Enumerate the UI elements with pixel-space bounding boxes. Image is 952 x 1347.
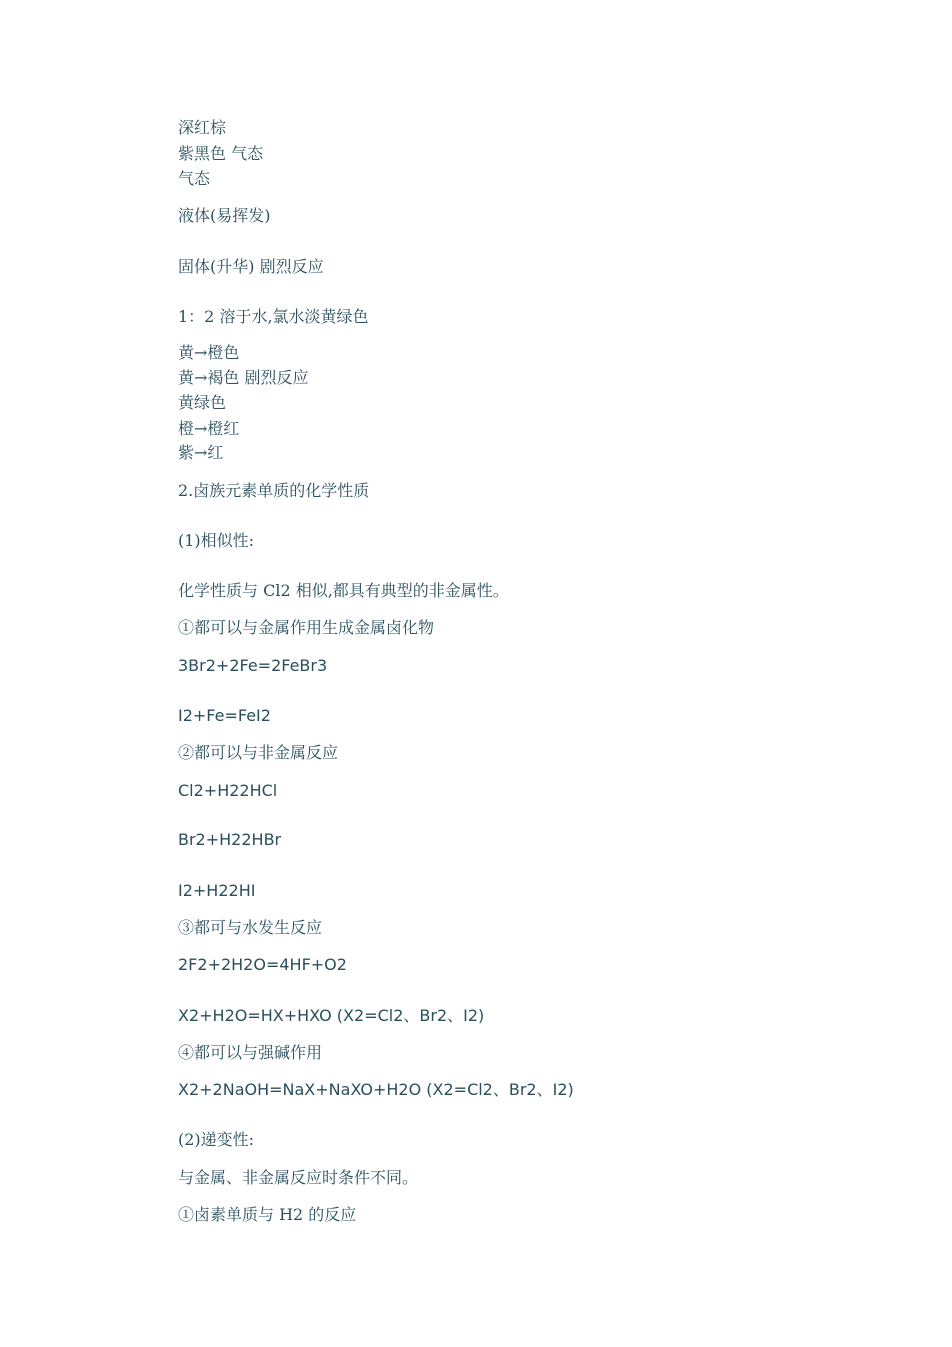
equation: X2+H2O=HX+HXO (X2=Cl2、Br2、I2) (178, 1006, 485, 1025)
text-line: 与金属、非金属反应时条件不同。 (178, 1168, 419, 1187)
text-line: 1：2 溶于水,氯水淡黄绿色 (178, 307, 369, 326)
text-line: 紫黑色 气态 (178, 144, 264, 163)
equation: X2+2NaOH=NaX+NaXO+H2O (X2=Cl2、Br2、I2) (178, 1080, 574, 1099)
equation: Cl2+H22HCl (178, 781, 278, 800)
text-line: 橙→橙红 (178, 419, 240, 438)
equation: I2+H22HI (178, 881, 256, 900)
equation: 2F2+2H2O=4HF+O2 (178, 955, 347, 974)
text-line: 黄→褐色 剧烈反应 (178, 368, 309, 387)
text-line: ①都可以与金属作用生成金属卤化物 (178, 618, 435, 637)
section-heading: 2.卤族元素单质的化学性质 (178, 481, 370, 500)
subsection-heading: (1)相似性: (178, 531, 255, 550)
equation: I2+Fe=FeI2 (178, 706, 271, 725)
text-line: 气态 (178, 169, 211, 188)
text-line: 黄绿色 (178, 393, 227, 412)
text-line: 紫→红 (178, 443, 224, 462)
subsection-heading: (2)递变性: (178, 1130, 255, 1149)
equation: 3Br2+2Fe=2FeBr3 (178, 656, 328, 675)
text-line: 化学性质与 Cl2 相似,都具有典型的非金属性。 (178, 581, 509, 600)
text-line: ②都可以与非金属反应 (178, 743, 339, 762)
text-line: 深红棕 (178, 118, 227, 137)
text-line: ③都可与水发生反应 (178, 918, 323, 937)
text-line: ④都可以与强碱作用 (178, 1043, 323, 1062)
text-line: 黄→橙色 (178, 343, 240, 362)
text-line: 固体(升华) 剧烈反应 (178, 257, 324, 276)
text-line: 液体(易挥发) (178, 206, 271, 225)
equation: Br2+H22HBr (178, 830, 282, 849)
text-line: ①卤素单质与 H2 的反应 (178, 1205, 357, 1224)
